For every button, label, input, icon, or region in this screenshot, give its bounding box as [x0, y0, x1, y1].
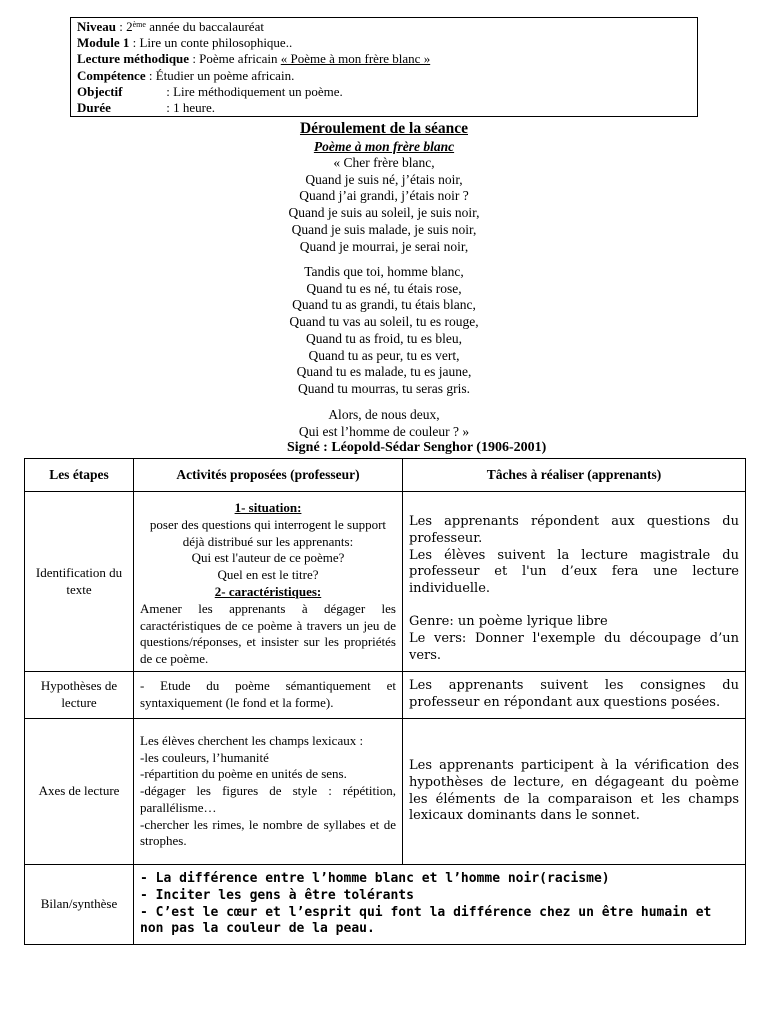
step-cell: Axes de lecture — [25, 719, 134, 865]
caracteristiques-heading: 2- caractéristiques: — [214, 583, 322, 599]
app-cell — [403, 492, 746, 672]
poem-line: Quand tu mourras, tu seras gris. — [297, 380, 471, 396]
lecture-label: Lecture méthodique — [77, 51, 190, 67]
header-etapes: Les étapes — [25, 459, 134, 492]
bilan-line: - Inciter les gens à être tolérants — [140, 887, 414, 903]
app-cell: Les apprenants participent à la vérification des hypothèses de lecture, en dégageant du poème les éléments de la comparaison et les champs lexicaux dominants dans le sonnet. — [403, 719, 746, 865]
lecture-poem-title: « Poème à mon frère blanc » — [280, 51, 431, 67]
niveau-sup: ème — [132, 20, 146, 29]
poem-line: Quand tu as froid, tu es bleu, — [306, 330, 462, 346]
prof-text: -les couleurs, l’humanité — [140, 749, 269, 765]
poem-line: Quand je suis au soleil, je suis noir, — [288, 205, 480, 221]
prof-text: -chercher les rimes, le nombre de syllabes et de strophes. — [140, 816, 396, 849]
bilan-cell — [134, 865, 746, 945]
table-row — [25, 719, 746, 865]
prof-text: -dégager les figures de style : répétition, parallélisme… — [140, 783, 396, 815]
poem-line: Quand tu es né, tu étais rose, — [306, 280, 462, 296]
module-label: Module 1 — [77, 35, 130, 51]
duree-row — [77, 100, 691, 116]
prof-cell: - Etude du poème sémantiquement et syntaxiquement (le fond et la forme). — [134, 672, 403, 719]
prof-cell — [134, 492, 403, 672]
lecture-row — [77, 51, 691, 67]
poem-stanza-2 — [0, 264, 768, 398]
poem-line: Alors, de nous deux, — [328, 407, 440, 422]
app-text: Les élèves suivent la lecture magistrale du professeur et l'un d’eux fera une lecture individuelle. — [409, 547, 739, 597]
header-activites: Activités proposées (professeur) — [134, 459, 403, 492]
app-text: Genre: un poème lyrique libre — [409, 613, 608, 629]
table-header-row — [25, 459, 746, 492]
step-cell: Hypothèses de lecture — [25, 672, 134, 719]
poem-line: Quand tu vas au soleil, tu es rouge, — [289, 314, 479, 330]
prof-text: Les élèves cherchent les champs lexicaux : — [140, 732, 364, 748]
prof-text: poser des questions qui interrogent le support déjà distribué sur les apprenants: — [149, 516, 387, 549]
prof-cell — [134, 719, 403, 865]
poem-line: Quand tu as grandi, tu étais blanc, — [292, 297, 476, 313]
prof-text: -répartition du poème en unités de sens. — [140, 766, 347, 782]
poem-line: Quand j’ai grandi, j’étais noir ? — [299, 188, 469, 204]
poem-line: Quand je mourrai, je serai noir, — [299, 238, 469, 254]
niveau-value: année du baccalauréat — [145, 19, 264, 34]
objectif-row — [77, 84, 691, 100]
step-cell: Identification du texte — [25, 492, 134, 672]
niveau-sep: : — [116, 19, 127, 34]
app-text: Le vers: Donner l'exemple du découpage d’un vers. — [409, 630, 739, 663]
app-cell: Les apprenants suivent les consignes du professeur en répondant aux questions posées. — [403, 672, 746, 719]
lecture-value: : Poème africain — [189, 51, 281, 67]
niveau-row — [77, 19, 691, 35]
poem-line: Quand je suis né, j’étais noir, — [305, 171, 463, 187]
poem-line: « Cher frère blanc, — [333, 155, 435, 170]
competence-row — [77, 68, 691, 84]
poem-line: Tandis que toi, homme blanc, — [304, 264, 464, 279]
prof-question: Qui est l'auteur de ce poème? — [191, 550, 345, 566]
header-taches: Tâches à réaliser (apprenants) — [403, 459, 746, 492]
duree-value: : 1 heure. — [163, 100, 215, 116]
table-row — [25, 492, 746, 672]
table-row — [25, 865, 746, 945]
lesson-info-box — [70, 17, 698, 117]
poem-line: Quand tu as peur, tu es vert, — [308, 347, 460, 363]
duree-label: Durée — [77, 100, 111, 116]
lesson-steps-table — [24, 458, 746, 945]
prof-text: Amener les apprenants à dégager les caractéristiques de ce poème à travers un jeu de questions/réponses, et insister sur les propriétés de ce poème. — [140, 600, 396, 667]
objectif-value: : Lire méthodiquement un poème. — [163, 83, 343, 99]
niveau-label: Niveau — [77, 19, 116, 34]
table-row — [25, 672, 746, 719]
niveau-num: 2 — [126, 19, 133, 34]
poem-line: Quand tu es malade, tu es jaune, — [296, 364, 472, 380]
poem-line: Quand je suis malade, je suis noir, — [291, 221, 477, 237]
section-title: Déroulement de la séance — [299, 120, 469, 137]
poem-title: Poème à mon frère blanc — [313, 139, 455, 154]
module-row — [77, 35, 691, 51]
objectif-label: Objectif — [77, 83, 123, 99]
poem-stanza-1 — [0, 155, 768, 255]
poem-signature: Signé : Léopold-Sédar Senghor (1906-2001) — [287, 440, 547, 455]
competence-label: Compétence — [77, 67, 146, 83]
poem-stanza-3 — [0, 407, 768, 440]
bilan-line: - C’est le cœur et l’esprit qui font la différence chez un être humain et non pas la couleur de la peau. — [140, 904, 712, 937]
app-text: Les apprenants répondent aux questions du professeur. — [409, 514, 739, 546]
poem-line: Qui est l’homme de couleur ? » — [298, 423, 470, 439]
step-cell: Bilan/synthèse — [25, 865, 134, 945]
bilan-line: - La différence entre l’homme blanc et l’homme noir(racisme) — [140, 870, 610, 886]
prof-question: Quel en est le titre? — [217, 567, 319, 583]
competence-value: : Étudier un poème africain. — [145, 67, 295, 83]
module-value: : Lire un conte philosophique.. — [129, 35, 293, 51]
situation-heading: 1- situation: — [234, 500, 302, 515]
